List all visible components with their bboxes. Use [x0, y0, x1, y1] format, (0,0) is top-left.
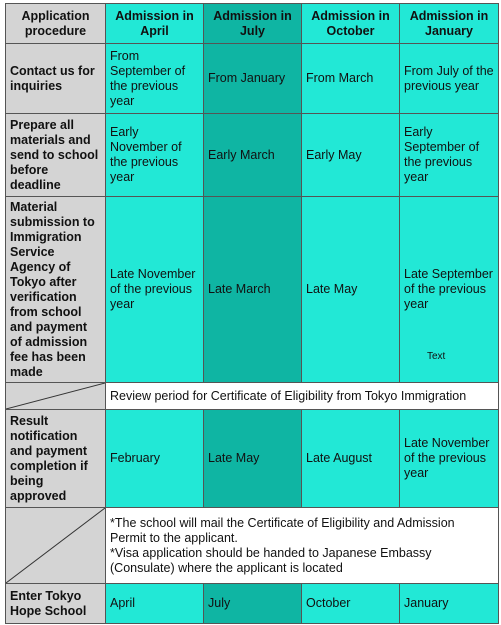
cell-result-april: February: [106, 410, 204, 508]
note-visa-application: *Visa application should be handed to Japanese Embassy (Consulate) where the applicant is located: [110, 545, 432, 575]
row-label-enter: Enter Tokyo Hope School: [6, 584, 106, 624]
header-procedure: Application procedure: [6, 4, 106, 44]
cell-prepare-july: Early March: [204, 114, 302, 197]
cell-prepare-october: Early May: [302, 114, 400, 197]
cell-enter-january: January: [400, 584, 499, 624]
header-april: Admission in April: [106, 4, 204, 44]
cell-submission-january: [400, 197, 499, 383]
row-review: [6, 383, 499, 410]
text-note: Text: [427, 351, 446, 362]
cell-enter-october: October: [302, 584, 400, 624]
review-period-text: Review period for Certificate of Eligibility from Tokyo Immigration: [106, 383, 499, 410]
admission-schedule-table: [5, 3, 499, 624]
row-notes: [6, 508, 499, 584]
diagonal-line: [6, 383, 105, 409]
cell-inquiries-april: From September of the previous year: [106, 44, 204, 114]
note-mail-certificate: *The school will mail the Certificate of Eligibility and Admission Permit to the applicant.: [110, 515, 455, 545]
cell-prepare-april: Early November of the previous year: [106, 114, 204, 197]
cell-submission-april: Late November of the previous year: [106, 197, 204, 383]
cell-submission-january-text: Late September of the previous year: [404, 267, 493, 311]
row-result: [6, 410, 499, 508]
cell-inquiries-october: From March: [302, 44, 400, 114]
cell-submission-july: Late March: [204, 197, 302, 383]
cell-result-january: Late November of the previous year: [400, 410, 499, 508]
cell-enter-july: July: [204, 584, 302, 624]
cell-inquiries-july: From January: [204, 44, 302, 114]
header-july: Admission in July: [204, 4, 302, 44]
row-label-result: Result notification and payment completion if being approved: [6, 410, 106, 508]
row-enter: [6, 584, 499, 624]
cell-prepare-january: Early September of the previous year: [400, 114, 499, 197]
cell-result-july: Late May: [204, 410, 302, 508]
notes-cell: [106, 508, 499, 584]
cell-result-october: Late August: [302, 410, 400, 508]
row-inquiries: [6, 44, 499, 114]
row-label-prepare: Prepare all materials and send to school before deadline: [6, 114, 106, 197]
row-submission: [6, 197, 499, 383]
row-label-submission: Material submission to Immigration Service Agency of Tokyo after verification from school and payment of admission fee has been made: [6, 197, 106, 383]
header-october: Admission in October: [302, 4, 400, 44]
diagonal-line: [6, 508, 105, 583]
cell-enter-april: April: [106, 584, 204, 624]
header-january: Admission in January: [400, 4, 499, 44]
diagonal-cell-notes: [6, 508, 106, 584]
cell-submission-october: Late May: [302, 197, 400, 383]
cell-inquiries-january: From July of the previous year: [400, 44, 499, 114]
row-label-inquiries: Contact us for inquiries: [6, 44, 106, 114]
row-prepare: [6, 114, 499, 197]
header-row: [6, 4, 499, 44]
diagonal-cell-review: [6, 383, 106, 410]
